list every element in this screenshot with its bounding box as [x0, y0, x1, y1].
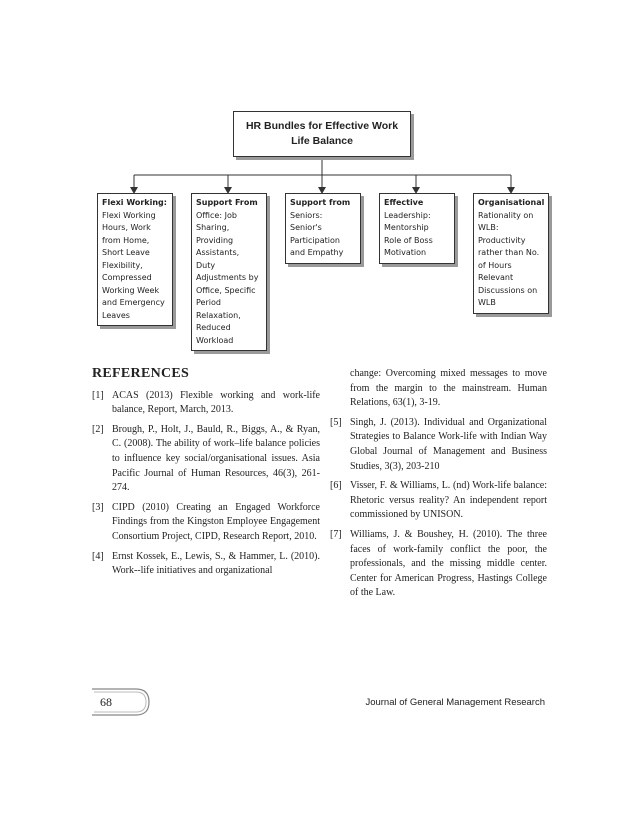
reference-item: [330, 528, 547, 601]
hr-bundles-diagram: [93, 105, 555, 351]
box-heading: Support From: [196, 198, 258, 207]
box-line: Office, Specific: [196, 285, 256, 295]
box-line: Motivation: [384, 248, 427, 257]
reference-text: CIPD (2010) Creating an Engaged Workforce Findings from the Kingston Employee Engagement Consortium Project, CIPD, Research Report, 2010.: [112, 501, 320, 542]
box-support-from-office: [191, 193, 267, 351]
journal-name: Journal of General Management Research: [365, 697, 545, 708]
box-heading: Effective: [384, 198, 424, 207]
reference-item: [330, 479, 547, 523]
reference-number: [4]: [92, 550, 104, 562]
box-line: and Emergency: [102, 298, 165, 307]
reference-number: [6]: [330, 480, 342, 492]
box-effective-leadership: [379, 193, 455, 264]
box-line: Relaxation,: [196, 310, 241, 320]
box-line: WLB: [478, 298, 496, 307]
page-number: 68: [100, 695, 112, 709]
box-line: Mentorship: [384, 223, 429, 232]
root-title-line-1: HR Bundles for Effective Work: [245, 120, 399, 132]
box-line: Short Leave: [102, 248, 150, 257]
reference-number: [7]: [330, 528, 342, 540]
box-line: Compressed: [102, 273, 152, 282]
box-line: Leadership:: [384, 210, 431, 220]
box-line: Relevant: [478, 273, 514, 282]
box-line: Duty: [196, 260, 216, 270]
reference-continuation: change: Overcoming mixed messages to move from the margin to the mainstream. Human Relations, 63(1), 3-19.: [350, 368, 547, 409]
reference-text: Brough, P., Holt, J., Bauld, R., Biggs, A., & Ryan, C. (2008). The ability of work–life balance policies to influence key social/organisational issues. Asia Pacific Journal of Human Resources, 46(3), 261-274.: [112, 423, 320, 494]
reference-number: [1]: [92, 389, 104, 401]
root-title-line-2: Life Balance: [291, 135, 353, 147]
reference-text: Singh, J. (2013). Individual and Organizational Strategies to Balance Work-life with Indian Way Global Journal of Management and Business Studies, 3(3), 203-210: [350, 416, 547, 472]
box-line: Workload: [196, 335, 234, 345]
reference-number: [5]: [330, 416, 342, 428]
box-organisational-rationality: [473, 193, 549, 314]
references-heading: REFERENCES: [92, 366, 190, 381]
box-line: Discussions on: [478, 285, 538, 295]
reference-item: [92, 501, 320, 545]
box-line: of Hours: [478, 260, 512, 270]
box-line: Office: Job: [196, 210, 237, 220]
box-flexi-working: [97, 193, 173, 326]
box-line: Seniors:: [290, 210, 323, 220]
reference-item: [92, 550, 320, 579]
root-box: [233, 111, 411, 157]
box-line: Participation: [290, 235, 340, 245]
box-line: Adjustments by: [196, 273, 259, 282]
reference-text: ACAS (2013) Flexible working and work-life balance, Report, March, 2013.: [112, 389, 320, 416]
box-line: from Home,: [102, 235, 150, 245]
box-line: Assistants,: [196, 248, 240, 257]
box-heading: Flexi Working:: [102, 198, 167, 207]
box-line: Senior's: [290, 223, 322, 232]
box-line: rather than No.: [478, 248, 540, 257]
box-line: Flexibility,: [102, 260, 143, 270]
box-support-from-seniors: [285, 193, 361, 264]
reference-number: [2]: [92, 423, 104, 435]
references-left-column: [92, 367, 320, 584]
references-right-column: [330, 367, 547, 606]
box-line: Leaves: [102, 310, 130, 320]
reference-number: [3]: [92, 501, 104, 513]
box-line: Reduced: [196, 323, 231, 332]
box-heading: Support from: [290, 198, 351, 207]
box-line: Flexi Working: [102, 210, 156, 220]
reference-text: Ernst Kossek, E., Lewis, S., & Hammer, L. (2010). Work--life initiatives and organizational: [112, 550, 320, 577]
box-line: Role of Boss: [384, 235, 433, 245]
reference-text: Visser, F. & Williams, L. (nd) Work-life balance: Rhetoric versus reality? An independent report commissioned by UNISON.: [350, 480, 547, 521]
box-line: Sharing,: [196, 223, 230, 232]
box-line: Productivity: [478, 235, 526, 245]
box-line: Hours, Work: [102, 223, 151, 232]
box-line: and Empathy: [290, 248, 344, 257]
box-line: WLB:: [478, 223, 499, 232]
reference-item: [330, 416, 547, 474]
box-line: Rationality on: [478, 210, 534, 220]
box-line: Period: [196, 298, 221, 307]
reference-text: Williams, J. & Boushey, H. (2010). The three faces of work-family conflict the poor, the professionals, and the missing middle center. Center for American Progress, Hastings College of the Law.: [350, 528, 547, 599]
reference-item: [92, 389, 320, 418]
reference-item: [92, 423, 320, 496]
box-heading: Organisational: [478, 198, 545, 207]
box-line: Providing: [196, 235, 234, 245]
box-line: Working Week: [102, 285, 160, 295]
